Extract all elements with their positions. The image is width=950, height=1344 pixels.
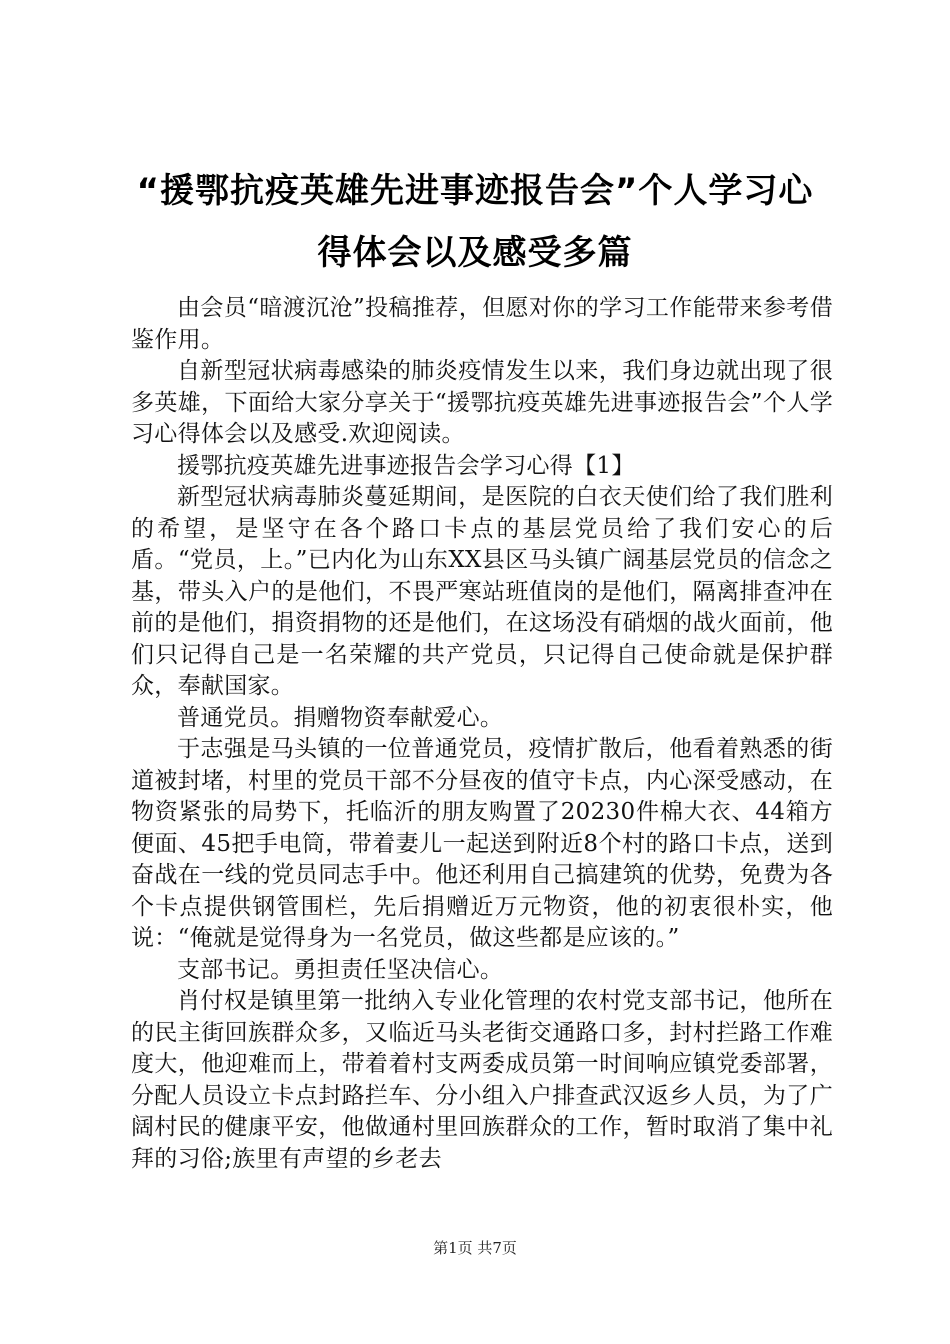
paragraph-intro: 自新型冠状病毒感染的肺炎疫情发生以来，我们身边就出现了很多英雄，下面给大家分享关于“援鄂抗疫英雄先进事迹报告会”个人学习心得体会以及感受.欢迎阅读。 bbox=[131, 358, 833, 447]
paragraph-body: 新型冠状病毒肺炎蔓延期间，是医院的白衣天使们给了我们胜利的希望，是坚守在各个路口卡点的基层党员给了我们安心的后盾。“党员，上。”已内化为山东XX县区马头镇广阔基层党员的信念之基，带头入户的是他们，不畏严寒站班值岗的是他们，隔离排查冲在前的是他们，捐资捐物的还是他们，在这场没有硝烟的战火面前，他们只记得自己是一名荣耀的共产党员，只记得自己使命就是保护群众，奉献国家。 bbox=[131, 484, 833, 699]
document-title bbox=[100, 160, 850, 284]
section-heading: 援鄂抗疫英雄先进事迹报告会学习心得【1】 bbox=[177, 452, 635, 479]
paragraph-body: 于志强是马头镇的一位普通党员，疫情扩散后，他看着熟悉的街道被封堵，村里的党员干部不分昼夜的值守卡点，内心深受感动，在物资紧张的局势下，托临沂的朋友购置了20230件棉大衣、44箱方便面、45把手电筒，带着妻儿一起送到附近8个村的路口卡点，送到奋战在一线的党员同志手中。他还利用自己搞建筑的优势，免费为各个卡点提供钢管围栏，先后捐赠近万元物资，他的初衷很朴实，他说：“俺就是觉得身为一名党员，做这些都是应该的。” bbox=[131, 736, 833, 951]
title-line-2: 得体会以及感受多篇 bbox=[317, 233, 633, 273]
paragraph-body: 肖付权是镇里第一批纳入专业化管理的农村党支部书记，他所在的民主街回族群众多，又临近马头老街交通路口多，封村拦路工作难度大，他迎难而上，带着着村支两委成员第一时间响应镇党委部署，分配人员设立卡点封路拦车、分小组入户排查武汉返乡人员，为了广阔村民的健康平安，他做通村里回族群众的工作，暂时取消了集中礼拜的习俗;族里有声望的乡老去 bbox=[131, 988, 833, 1172]
title-line-1: “援鄂抗疫英雄先进事迹报告会”个人学习心 bbox=[136, 171, 814, 211]
subheading: 支部书记。勇担责任坚决信心。 bbox=[177, 956, 504, 983]
paragraph-source-note: 由会员“暗渡沉沧”投稿推荐，但愿对你的学习工作能带来参考借鉴作用。 bbox=[131, 295, 833, 353]
subheading: 普通党员。捐赠物资奉献爱心。 bbox=[177, 704, 504, 731]
page-footer: 第1页 共7页 bbox=[433, 1239, 517, 1257]
document-body bbox=[131, 293, 833, 1175]
